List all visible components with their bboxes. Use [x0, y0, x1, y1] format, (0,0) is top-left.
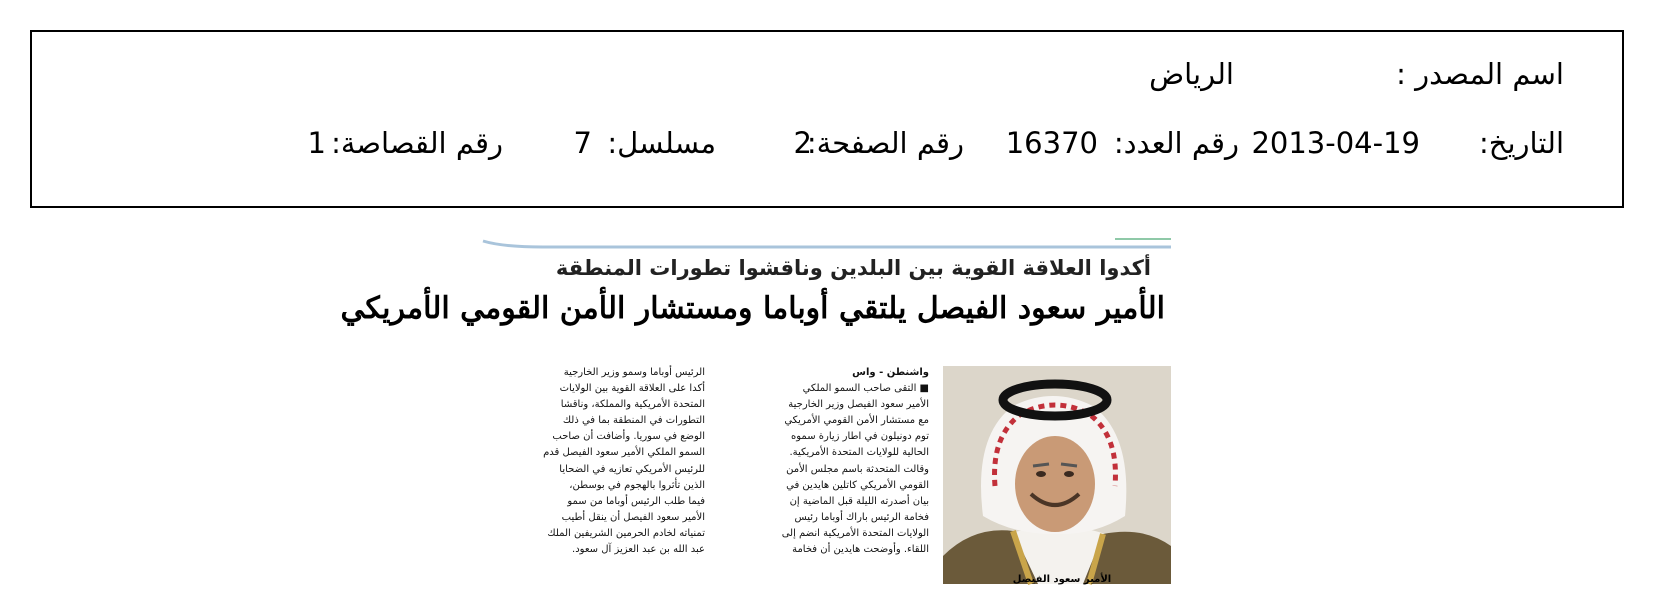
article-line: فخامة الرئيس باراك أوباما رئيس	[794, 511, 929, 523]
date-label: التاريخ:	[1478, 126, 1564, 160]
article-line: الرئيس أوباما وسمو وزير الخارجية	[563, 367, 705, 378]
article-line: الذين تأثروا بالهجوم في بوسطن،	[569, 479, 705, 491]
clip-label: رقم القصاصة:	[331, 126, 503, 160]
article-line: الحالية للولايات المتحدة الأمريكية.	[789, 447, 929, 459]
article-line: الأمير سعود الفيصل أن ينقل أطيب	[561, 511, 705, 523]
article-line: ■ التقى صاحب السمو الملكي	[802, 383, 929, 395]
article-line: أكدا على العلاقة القوية بين الولايات	[559, 383, 705, 395]
clip-value: 1	[307, 126, 326, 160]
article-line: السمو الملكي الأمير سعود الفيصل قدم	[543, 447, 705, 459]
article-line: الولايات المتحدة الأمريكية انضم إلى	[781, 527, 929, 539]
article-kicker: أكدوا العلاقة القوية بين البلدين وناقشوا تطورات المنطقة	[555, 256, 1151, 280]
article-line: وقالت المتحدثة باسم مجلس الأمن	[786, 463, 929, 475]
photo-caption: الأمير سعود الفيصل	[1012, 574, 1112, 585]
portrait-illustration	[943, 366, 1171, 584]
source-value: الرياض	[1149, 57, 1234, 91]
page-value: 2	[793, 126, 812, 160]
page-label: رقم الصفحة:	[806, 126, 964, 160]
article-line: للرئيس الأمريكي تعازيه في الضحايا	[559, 463, 705, 475]
article-line: بيان أصدرته الليلة قبل الماضية إن	[789, 495, 929, 507]
serial-label: مسلسل:	[607, 126, 716, 160]
article-line: تمنياته لخادم الحرمين الشريفين الملك	[547, 527, 705, 539]
article-line: القومي الأمريكي كاتلين هايدين في	[786, 479, 929, 491]
decorative-rule	[483, 236, 1171, 250]
portrait-photo	[943, 366, 1171, 584]
article-dateline: واشنطن - واس	[852, 367, 929, 378]
newspaper-clipping	[340, 236, 1171, 613]
issue-value: 16370	[1005, 126, 1098, 160]
date-value: 2013-04-19	[1251, 126, 1420, 160]
article-column-left	[483, 365, 705, 558]
article-column-right	[719, 365, 929, 558]
issue-label: رقم العدد:	[1113, 126, 1239, 160]
article-line: اللقاء. وأوضحت هايدين أن فخامة	[792, 544, 929, 556]
article-line: الوضع في سوريا. وأضافت أن صاحب	[552, 431, 705, 443]
article-line: الأمير سعود الفيصل وزير الخارجية	[788, 399, 929, 411]
source-label: اسم المصدر :	[1396, 57, 1564, 91]
article-line: المتحدة الأمريكية والمملكة، وناقشا	[560, 399, 705, 411]
serial-value: 7	[573, 126, 592, 160]
article-line: عبد الله بن عبد العزيز آل سعود.	[572, 544, 705, 556]
article-line: التطورات في المنطقة بما في ذلك	[562, 415, 705, 427]
article-line: فيما طلب الرئيس أوباما من سمو	[567, 495, 705, 507]
article-line: توم دونيلون في اطار زيارة سموه	[791, 431, 929, 443]
metadata-box	[30, 30, 1624, 208]
article-line: مع مستشار الأمن القومي الأمريكي	[784, 415, 929, 427]
article-headline: الأمير سعود الفيصل يلتقي أوباما ومستشار الأمن القومي الأمريكي	[340, 291, 1165, 326]
